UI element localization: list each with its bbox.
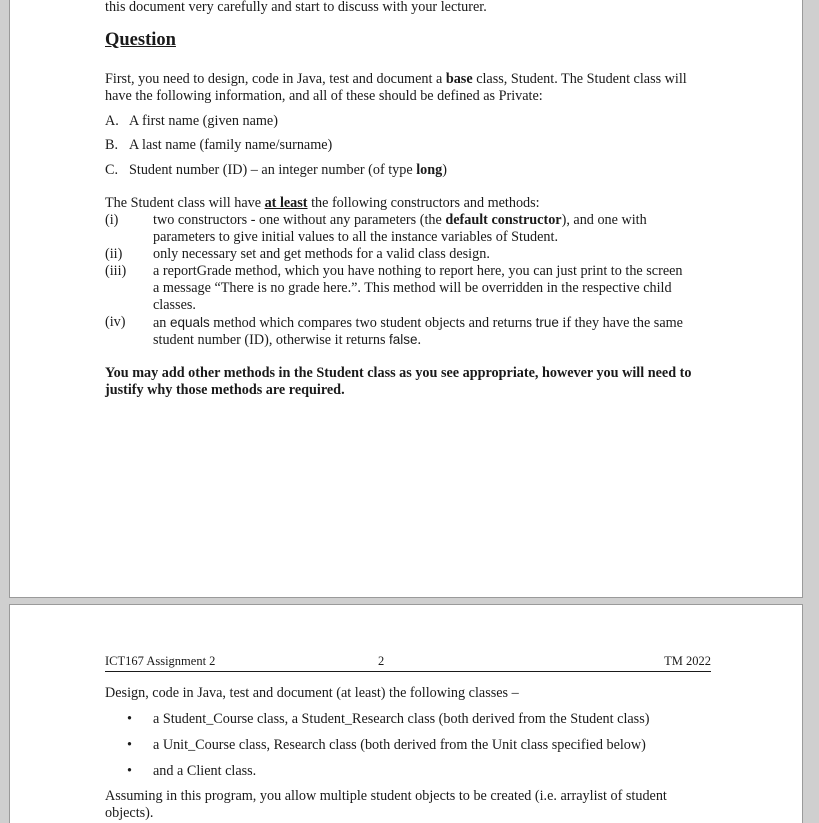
method-item-ii xyxy=(105,246,725,263)
bullet-text-2: a Unit_Course class, Research class (both derived from the Unit class specified below) xyxy=(153,737,646,753)
field-text-c: Student number (ID) – an integer number (of type xyxy=(129,162,413,178)
field-marker-a: A. xyxy=(105,113,119,129)
method-marker-iv: (iv) xyxy=(105,314,126,330)
document-page-2 xyxy=(9,604,803,823)
method-iv-suffix: if they have the same xyxy=(562,315,683,331)
method-iv-middle: method which compares two student objects and returns xyxy=(213,315,533,331)
intro-line-1-suffix: class, Student. The Student class will xyxy=(476,71,687,87)
bullet-text-3: and a Client class. xyxy=(153,763,257,779)
bullet-dot-3: • xyxy=(127,763,132,779)
intro-base-keyword: base xyxy=(445,71,473,87)
bullet-item-2 xyxy=(105,737,725,754)
method-i-line-1 xyxy=(153,212,647,229)
equals-code-word: equals xyxy=(169,315,210,330)
method-item-i xyxy=(105,212,725,246)
method-iii-line-2: a message “There is no grade here.”. This method will be overridden in the respective child xyxy=(153,280,672,296)
true-code-word: true xyxy=(535,315,559,330)
field-close-paren: ) xyxy=(442,162,447,178)
method-iv-line-2-suffix: . xyxy=(417,332,422,348)
field-item-a xyxy=(105,113,278,130)
methods-intro-emphasis: at least xyxy=(264,195,308,211)
field-marker-b: B. xyxy=(105,137,119,153)
method-iv-prefix: an xyxy=(153,315,167,331)
closing-line-2: objects). xyxy=(105,805,154,821)
bullet-item-1 xyxy=(105,711,725,728)
method-iii-line-1: a reportGrade method, which you have nothing to report here, you can just print to the screen xyxy=(153,263,683,279)
bullet-text-1: a Student_Course class, a Student_Research class (both derived from the Student class) xyxy=(153,711,650,727)
false-code-word: false xyxy=(389,332,418,347)
header-course-title: ICT167 Assignment 2 xyxy=(105,654,216,668)
method-item-iv xyxy=(105,314,725,348)
design-intro: Design, code in Java, test and document (at least) the following classes – xyxy=(105,685,519,701)
method-iv-line-2-prefix: student number (ID), otherwise it returns xyxy=(153,332,386,348)
header-term: TM 2022 xyxy=(664,654,711,668)
methods-intro-prefix: The Student class will have xyxy=(105,195,262,211)
method-i-line-1-suffix: ), and one with xyxy=(561,212,647,228)
method-ii-line-1: only necessary set and get methods for a valid class design. xyxy=(153,246,490,262)
question-heading: Question xyxy=(105,30,176,50)
intro-line-2: have the following information, and all of these should be defined as Private: xyxy=(105,88,543,104)
methods-intro-suffix: the following constructors and methods: xyxy=(311,195,540,211)
field-item-c xyxy=(105,162,447,179)
method-marker-iii: (iii) xyxy=(105,263,127,279)
method-marker-i: (i) xyxy=(105,212,119,228)
note-line-1: You may add other methods in the Student class as you see appropriate, however you will need to xyxy=(105,365,692,381)
method-iv-line-2 xyxy=(153,331,421,349)
top-partial-text: this document very carefully and start to discuss with your lecturer. xyxy=(105,0,487,15)
bullet-dot-1: • xyxy=(127,711,132,727)
method-marker-ii: (ii) xyxy=(105,246,123,262)
field-long-keyword: long xyxy=(416,162,443,178)
method-item-iii xyxy=(105,263,725,314)
default-constructor-keyword: default constructor xyxy=(445,212,562,228)
field-marker-c: C. xyxy=(105,162,119,178)
method-iv-line-1 xyxy=(153,314,683,332)
closing-line-1: Assuming in this program, you allow multiple student objects to be created (i.e. arraylist of student xyxy=(105,788,667,804)
method-i-line-1-prefix: two constructors - one without any parameters (the xyxy=(153,212,442,228)
field-text-a: A first name (given name) xyxy=(129,113,278,129)
note-line-2: justify why those methods are required. xyxy=(105,382,345,398)
bullet-item-3 xyxy=(105,763,725,780)
header-page-number: 2 xyxy=(378,654,385,668)
running-header xyxy=(105,653,711,672)
field-text-b: A last name (family name/surname) xyxy=(129,137,333,153)
intro-line-1 xyxy=(105,71,687,88)
field-item-b xyxy=(105,137,332,154)
method-iii-line-3: classes. xyxy=(153,297,196,313)
document-page-1 xyxy=(9,0,803,598)
method-i-line-2: parameters to give initial values to all the instance variables of Student. xyxy=(153,229,559,245)
methods-intro xyxy=(105,195,540,212)
intro-line-1-prefix: First, you need to design, code in Java, test and document a xyxy=(105,71,443,87)
bullet-dot-2: • xyxy=(127,737,132,753)
